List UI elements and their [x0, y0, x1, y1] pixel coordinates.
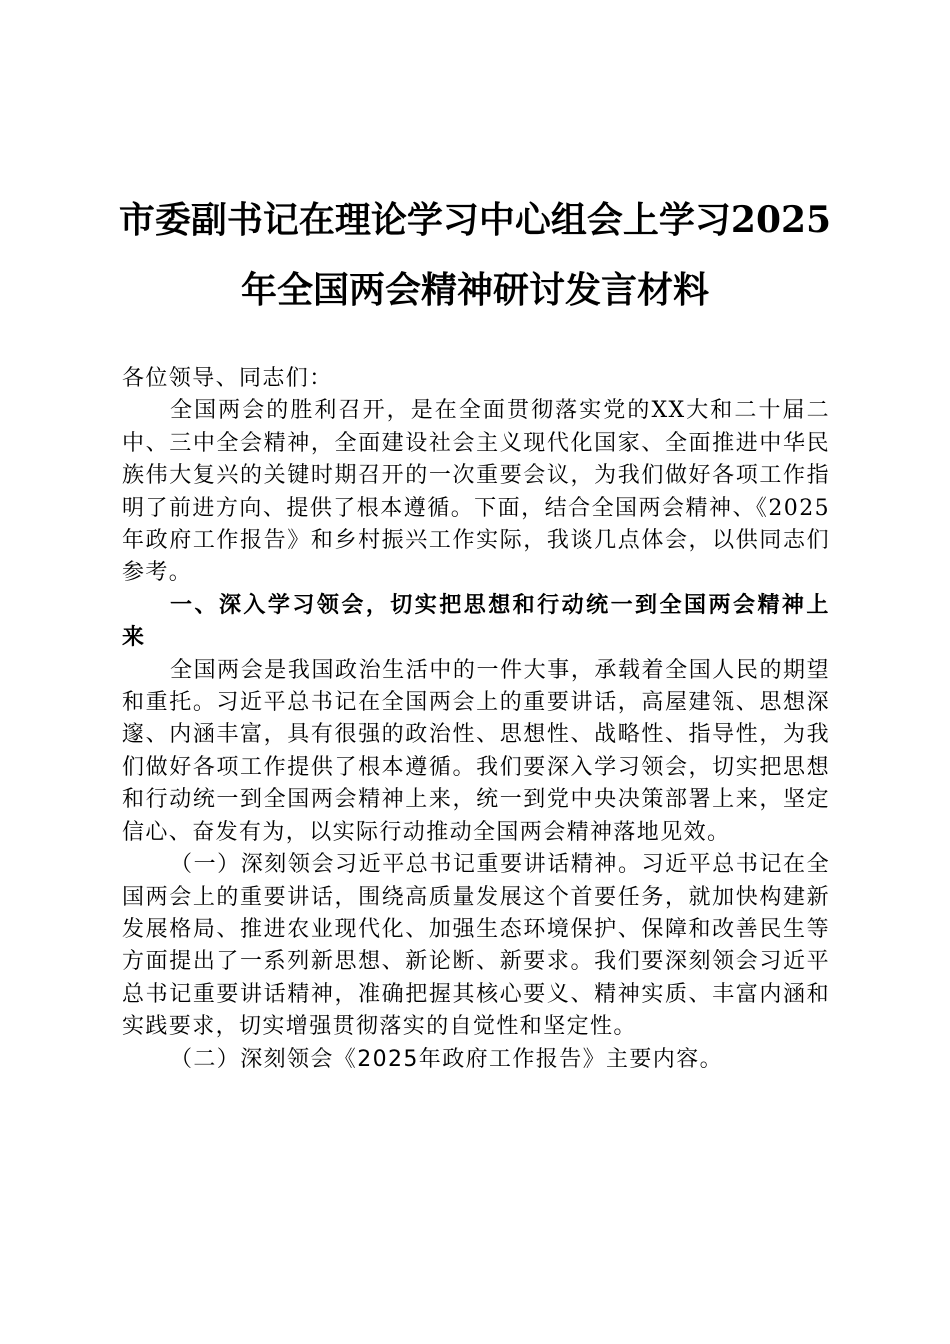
section-1-heading: 一、深入学习领会，切实把思想和行动统一到全国两会精神上来: [122, 592, 830, 651]
subsection-2-heading: （二）深刻领会《2025年政府工作报告》主要内容。: [170, 1046, 723, 1072]
salutation: 各位领导、同志们：: [122, 366, 333, 391]
intro-paragraph: 全国两会的胜利召开，是在全面贯彻落实党的XX大和二十届二中、三中全会精神，全面建设社会主义现代化国家、全面推进中华民族伟大复兴的关键时期召开的一次重要会议，为我们做好各项工作指明了前进方向、提供了根本遵循。下面，结合全国两会精神、《2025年政府工作报告》和乡村振兴工作实际，我谈几点体会，以供同志们参考。: [122, 398, 830, 586]
section-1-paragraph: 全国两会是我国政治生活中的一件大事，承载着全国人民的期望和重托。习近平总书记在全国两会上的重要讲话，高屋建瓴、思想深邃、内涵丰富，具有很强的政治性、思想性、战略性、指导性，为我们做好各项工作提供了根本遵循。我们要深入学习领会，切实把思想和行动统一到全国两会精神上来，统一到党中央决策部署上来，坚定信心、奋发有为，以实际行动推动全国两会精神落地见效。: [122, 657, 830, 845]
subsection-1-paragraph: （一）深刻领会习近平总书记重要讲话精神。习近平总书记在全国两会上的重要讲话，围绕高质量发展这个首要任务，就加快构建新发展格局、推进农业现代化、加强生态环境保护、保障和改善民生等方面提出了一系列新思想、新论断、新要求。我们要深刻领会习近平总书记重要讲话精神，准确把握其核心要义、精神实质、丰富内涵和实践要求，切实增强贯彻落实的自觉性和坚定性。: [122, 852, 830, 1040]
document-body: [122, 363, 830, 1076]
document-title-line-1: 市委副书记在理论学习中心组会上学习2025: [118, 199, 832, 241]
document-title-line-2: 年全国两会精神研讨发言材料: [240, 269, 709, 311]
